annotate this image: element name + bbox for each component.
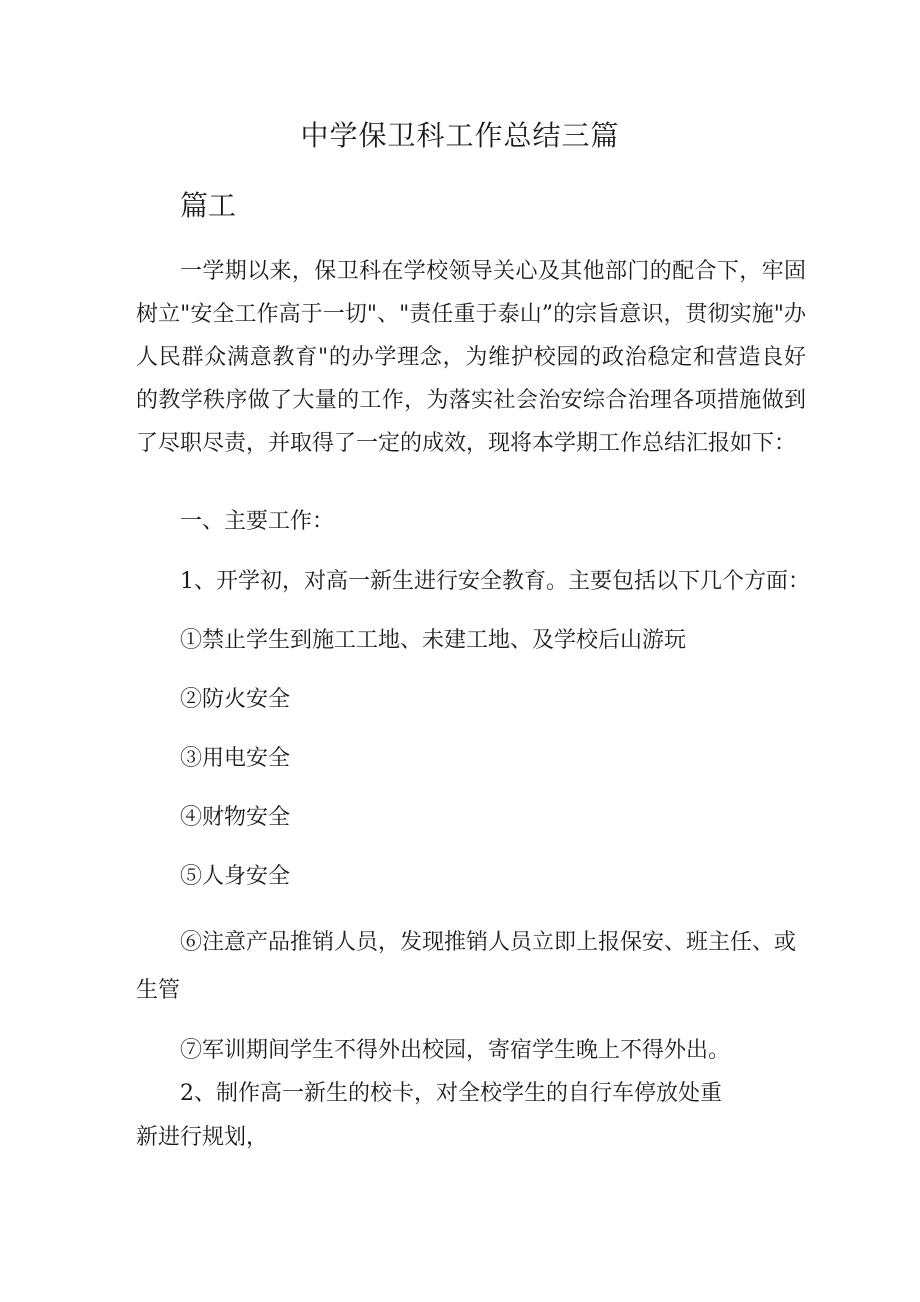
list-item-point-6: ⑥注意产品推销人员，发现推销人员立即上报保安、班主任、或生管 (136, 930, 797, 1003)
list-item-point-3: ③用电安全 (180, 746, 291, 771)
list-item-1: 1、开学初，对高一新生进行安全教育。主要包括以下几个方面： (180, 569, 810, 594)
list-item-point-4: ④财物安全 (180, 805, 291, 830)
list-item-point-5: ⑤人身安全 (180, 864, 291, 889)
list-item-point-1: ①禁止学生到施工工地、未建工地、及学校后山游玩 (180, 628, 687, 653)
list-item-2: 2、制作高一新生的校卡，对全校学生的自行车停放处重新进行规划， (136, 1081, 722, 1150)
list-item-point-2: ②防火安全 (180, 687, 291, 712)
list-item-point-7: ⑦军训期间学生不得外出校园，寄宿学生晚上不得外出。 (180, 1038, 731, 1063)
document-title: 中学保卫科工作总结三篇 (300, 119, 620, 152)
section-title: 篇工 (180, 189, 237, 222)
intro-paragraph: 一学期以来，保卫科在学校领导关心及其他部门的配合下，牢固树立"安全工作高于一切"、"责任重于泰山”的宗旨意识，贯彻实施"办人民群众满意教育"的办学理念，为维护校园的政治稳定和营造良好的教学秩序做了大量的工作，为落实社会治安综合治理各项措施做到了尽职尽责，并取得了一定的成效，现将本学期工作总结汇报如下： (136, 259, 806, 456)
heading-main-work: 一、主要工作： (180, 509, 335, 534)
